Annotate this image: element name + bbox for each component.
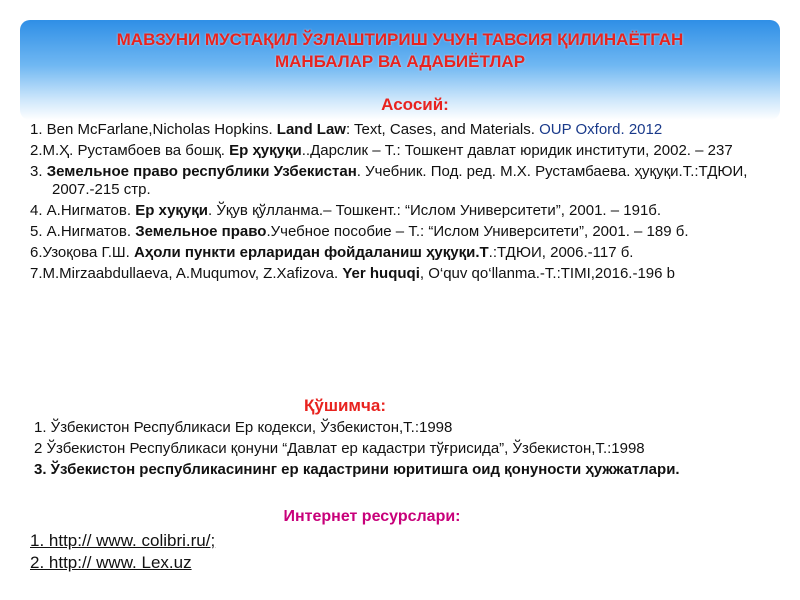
list-item: 5. А.Нигматов. Земельное право.Учебное пособие – Т.: “Ислом Университети”, 2001. – 189 б.: [30, 223, 689, 240]
extra-heading: Қўшимча:: [303, 396, 386, 415]
link-colibri[interactable]: 1. http:// www. colibri.ru/;: [30, 531, 216, 550]
list-item: 7.M.Mirzaabdullaeva, A.Muqumov, Z.Xafizova. Yer huquqi, O‘quv qo‘llanma.-T.:TIMI,2016.-196 b: [30, 265, 675, 282]
basic-heading: Асосий:: [381, 95, 449, 114]
page-title-line-1: МАВЗУНИ МУСТАҚИЛ ЎЗЛАШТИРИШ УЧУН ТАВСИЯ ҚИЛИНАЁТГАН: [116, 30, 684, 49]
list-item: 6.Узоқова Г.Ш. Аҳоли пункти ерларидан фойдаланиш ҳуқуқи.Т.:ТДЮИ, 2006.-117 б.: [30, 244, 634, 261]
list-item: 2.М.Ҳ. Рустамбоев ва бошқ. Ер ҳуқуқи..Дарслик – Т.: Тошкент давлат юридик институти, 2002. – 237: [30, 142, 733, 159]
link-lex[interactable]: 2. http:// www. Lex.uz: [30, 553, 192, 572]
list-item: 4. А.Нигматов. Ер хуқуқи. Ўқув қўлланма.– Тошкент.: “Ислом Университети”, 2001. – 191б.: [30, 202, 662, 219]
list-item: 1. Ben McFarlane,Nicholas Hopkins. Land Law: Text, Cases, and Materials. OUP Oxford. 2012: [30, 121, 663, 138]
internet-heading: Интернет ресурслари:: [283, 508, 461, 525]
page-title: [20, 29, 780, 73]
list-item: 3. Земельное право республики Узбекистан. Учебник. Под. ред. М.Х. Рустамбаева. ҳуқуқи.Т.:ТДЮИ, 2007.-215 стр.: [30, 163, 748, 198]
list-item: 1. Ўзбекистон Республикаси Ер кодекси, Ўзбекистон,Т.:1998: [34, 419, 453, 436]
extra-list: [34, 419, 774, 482]
list-item: 2 Ўзбекистон Республикаси қонуни “Давлат ер кадастри тўғрисида”, Ўзбекистон,Т.:1998: [34, 440, 645, 457]
internet-links: [30, 530, 215, 574]
list-item: 3. Ўзбекистон республикасининг ер кадастрини юритишга оид қонуности ҳужжатлари.: [34, 461, 680, 478]
basic-list: [30, 121, 770, 286]
page-title-line-2: МАНБАЛАР ВА АДАБИЁТЛАР: [274, 52, 526, 71]
